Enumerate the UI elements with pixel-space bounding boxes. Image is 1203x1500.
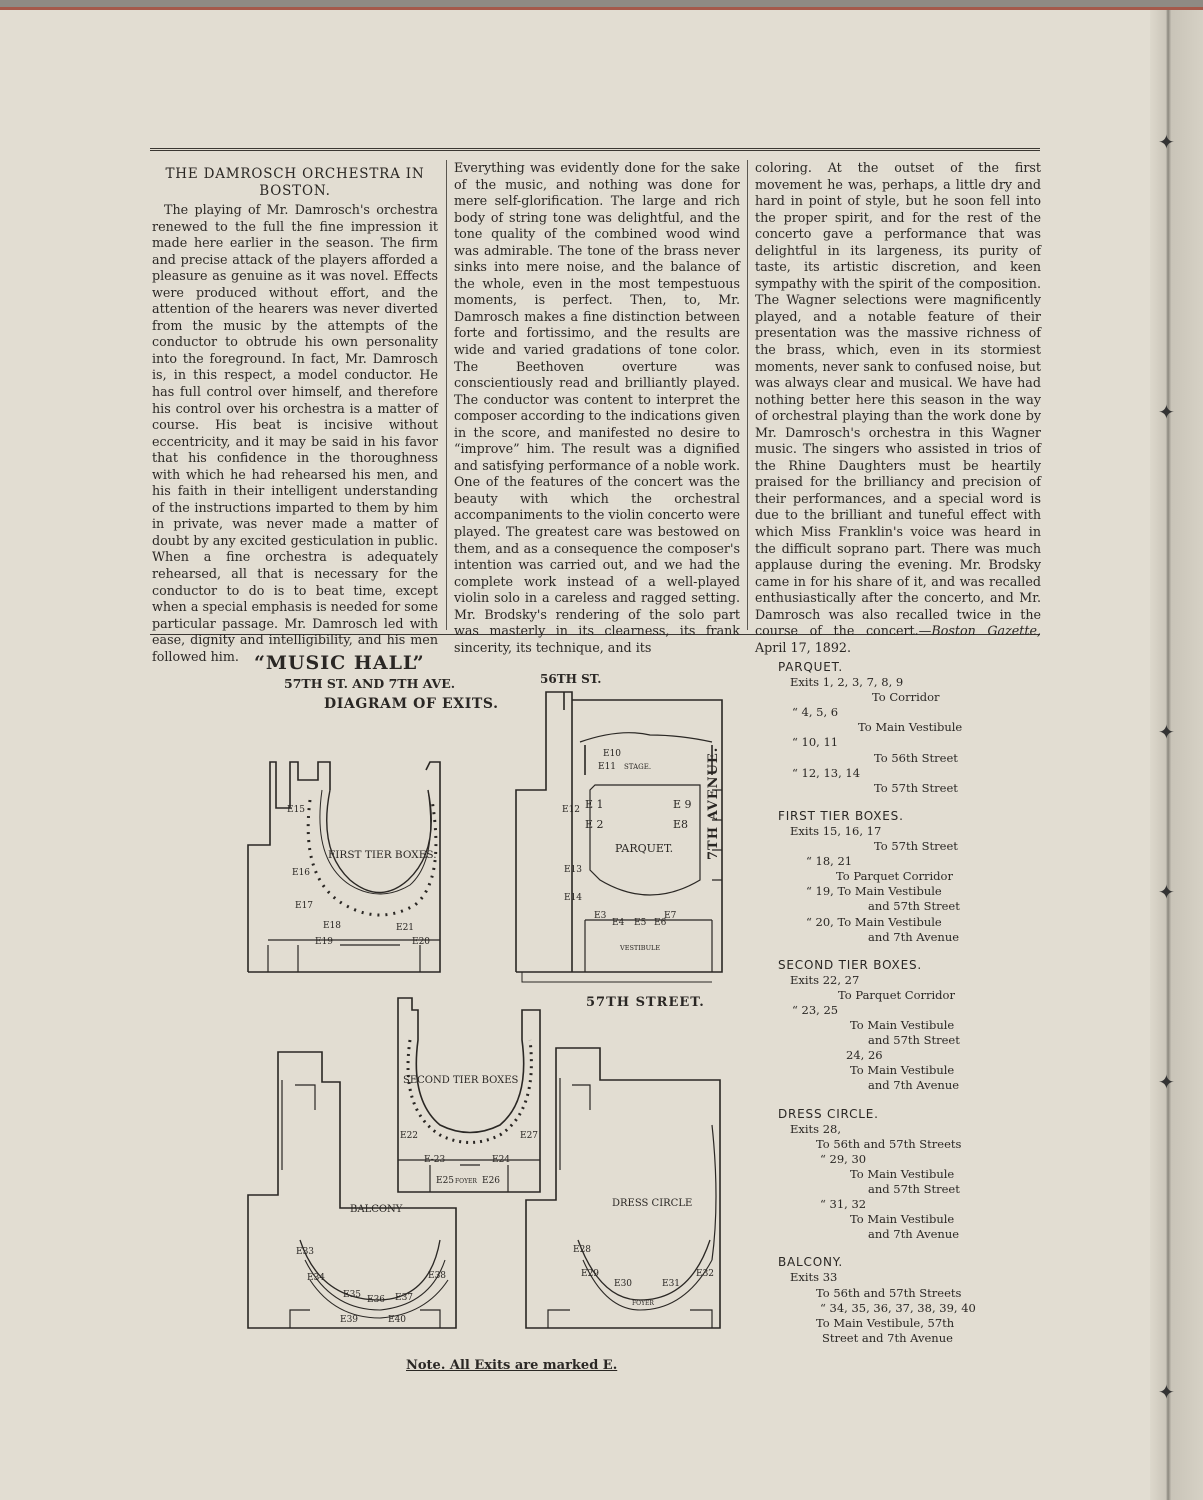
exit-label: E5 — [634, 918, 647, 928]
exit-label: E 2 — [585, 818, 604, 831]
avenue-label: 7TH AVENUE. — [706, 746, 721, 860]
exit-label: E37 — [395, 1293, 414, 1303]
street-57-label: 57TH STREET. — [586, 995, 705, 1010]
exits-section-title: BALCONY. — [778, 1255, 844, 1270]
exit-label: E17 — [295, 901, 314, 911]
article-column-1 — [152, 158, 438, 665]
exit-label: E21 — [396, 923, 415, 933]
exit-label: E22 — [400, 1131, 419, 1141]
page-top-edge — [0, 0, 1203, 10]
dress-circle-label: DRESS CIRCLE — [612, 1198, 693, 1209]
exit-label: E25 — [436, 1176, 455, 1186]
diagram-title: “MUSIC HALL” — [254, 652, 425, 674]
exit-label: E29 — [581, 1269, 600, 1279]
article-column-2 — [454, 160, 740, 656]
exits-line: and 7th Avenue — [868, 1227, 960, 1242]
exits-line: and 7th Avenue — [868, 1078, 960, 1093]
street-56-label: 56TH ST. — [540, 672, 602, 686]
exits-line: Street and 7th Avenue — [822, 1330, 953, 1345]
exits-line: Exits 1, 2, 3, 7, 8, 9 — [790, 675, 904, 690]
exits-line: To Main Vestibule — [858, 720, 963, 735]
exits-list — [770, 660, 976, 1346]
second-tier-plan — [398, 998, 540, 1192]
exits-section-title: SECOND TIER BOXES. — [778, 957, 922, 972]
foyer-label: FOYER — [632, 1300, 654, 1307]
binding-stitch: ✦ — [1158, 880, 1175, 904]
exit-label: E16 — [292, 868, 311, 878]
exit-label: E11 — [598, 762, 617, 772]
exit-label: E34 — [307, 1273, 326, 1283]
stage-label: STAGE. — [624, 763, 652, 771]
exit-label: E18 — [323, 921, 342, 931]
diagram-heading: DIAGRAM OF EXITS. — [324, 696, 499, 712]
binding-stitch: ✦ — [1158, 400, 1175, 424]
exit-label: E24 — [492, 1155, 511, 1165]
exits-line: “ 12, 13, 14 — [792, 765, 861, 780]
article-title: THE DAMROSCH ORCHESTRA IN BOSTON. — [165, 166, 425, 199]
exit-label: E6 — [654, 918, 667, 928]
parquet-label: PARQUET. — [615, 842, 674, 855]
exits-line: “ 20, To Main Vestibule — [806, 914, 942, 929]
exits-line: To Main Vestibule — [850, 1212, 955, 1227]
exits-line: To Parquet Corridor — [836, 869, 953, 884]
column-rule — [747, 160, 748, 630]
binding-stitch: ✦ — [1158, 1380, 1175, 1404]
foyer-label: FOYER — [455, 1178, 477, 1185]
exit-label: E10 — [603, 749, 622, 759]
parquet-plan — [516, 692, 722, 982]
binding-stitch: ✦ — [1158, 720, 1175, 744]
exit-label: E31 — [662, 1279, 681, 1289]
top-rule — [150, 148, 1040, 153]
exits-line: To Main Vestibule — [850, 1166, 955, 1181]
exits-section-title: DRESS CIRCLE. — [778, 1106, 879, 1121]
exits-line: “ 34, 35, 36, 37, 38, 39, 40 — [820, 1300, 976, 1315]
exit-label: E30 — [614, 1279, 633, 1289]
exits-line: and 7th Avenue — [868, 929, 960, 944]
article-paragraph — [755, 160, 1041, 656]
exits-line: “ 23, 25 — [792, 1002, 839, 1017]
exits-line: To Main Vestibule — [850, 1018, 955, 1033]
diagram-subtitle: 57TH ST. AND 7TH AVE. — [284, 676, 456, 691]
exits-line: and 57th Street — [868, 1182, 960, 1196]
article-column-3 — [755, 160, 1041, 656]
exit-label: E40 — [388, 1315, 407, 1325]
balcony-label: BALCONY — [350, 1204, 403, 1215]
article-paragraph: Everything was evidently done for the sake of the music, and nothing was done for mere self-glorification. The large and rich body of string tone was delightful, and the tone quality of the combined wood wind was admirable. The tone of the brass never sinks into mere noise, and the balance of the whole, even in the most tempestuous moments, is perfect. Then, to, Mr. Damrosch makes a fine distinction between forte and fortissimo, and the results are wide and varied gradations of tone color. The Beethoven overture was conscientiously read and brilliantly played. The conductor was content to interpret the composer according to the indications given in the score, and manifested no desire to “improve” him. The result was a dignified and satisfying performance of a noble work. One of the features of the concert was the beauty with which the orchestral accompaniments to the violin concerto were played. The greatest care was bestowed on them, and as a consequence the composer's intention was carried out, and we had the complete work instead of a well-played violin solo in a careless and ragged setting. Mr. Brodsky's rendering of the solo part was masterly in its clearness, its frank sincerity, its technique, and its — [454, 160, 740, 655]
exit-label: E32 — [696, 1269, 715, 1279]
exit-label: E27 — [520, 1131, 539, 1141]
exit-label: E19 — [315, 937, 334, 947]
column-rule — [446, 160, 447, 630]
exits-line: To 57th Street — [874, 839, 958, 854]
exits-line: “ 19, To Main Vestibule — [806, 884, 942, 899]
article-text: coloring. At the outset of the first movement he was, perhaps, a little dry and hard in point of style, but he soon fell into the proper spirit, and for the rest of the concerto gave a performance that was delightful in its largeness, its purity of taste, its artistic discretion, and keen sympathy with the spirit of the composition. The Wagner selections were magnificently played, and a notable feature of their presentation was the massive richness of the brass, which, even in its stormiest moments, never sank to confused noise, but was always clear and musical. We have had nothing better here this season in the way of orchestral playing than the work done by Mr. Damrosch's orchestra in this Wagner music. The singers who assisted in trios of the Rhine Daughters must be heartily praised for the brilliancy and precision of their performances, and a special word is due to the brilliant and tuneful effect with which Miss Franklin's voice was heard in the difficult soprano part. There was much applause during the evening. Mr. Brodsky came in for his share of it, and was recalled enthusiastically after the concerto, and Mr. Damrosch was also recalled twice in the course of the concert.— — [755, 160, 1041, 639]
exit-label: E38 — [428, 1271, 447, 1281]
exit-label: E-23 — [424, 1155, 446, 1165]
exits-line: To Corridor — [872, 690, 940, 705]
exits-line: To 57th Street — [874, 780, 958, 795]
exit-label: E39 — [340, 1315, 359, 1325]
binding-fold — [1150, 10, 1203, 1500]
exit-label: E28 — [573, 1245, 592, 1255]
exit-label: E20 — [412, 937, 431, 947]
balcony-plan — [248, 1052, 456, 1328]
binding-stitch: ✦ — [1158, 130, 1175, 154]
exits-line: “ 10, 11 — [792, 735, 839, 750]
source-name: Boston Gazette, — [931, 623, 1041, 639]
exits-line: To Parquet Corridor — [838, 987, 955, 1002]
exits-line: Exits 22, 27 — [790, 972, 860, 987]
exits-line: 24, 26 — [846, 1048, 883, 1063]
exit-label: E 9 — [673, 798, 692, 811]
first-tier-label: FIRST TIER BOXES. — [328, 849, 437, 861]
exits-section-title: PARQUET. — [778, 660, 843, 674]
exits-line: To 56th Street — [874, 750, 958, 765]
exit-label: E14 — [564, 893, 583, 903]
exit-label: E4 — [612, 918, 625, 928]
vestibule-label: VESTIBULE — [620, 944, 661, 952]
exit-label: E12 — [562, 805, 581, 815]
second-tier-label: SECOND TIER BOXES — [403, 1075, 519, 1086]
exit-label: E8 — [673, 818, 689, 831]
exit-label: E36 — [367, 1295, 386, 1305]
exits-diagram — [240, 640, 760, 1390]
exits-line: “ 29, 30 — [820, 1151, 867, 1166]
exits-line: Exits 28, — [790, 1121, 842, 1136]
exit-label: E33 — [296, 1247, 315, 1257]
diagram-note: Note. All Exits are marked E. — [406, 1358, 618, 1373]
exit-label: E26 — [482, 1176, 501, 1186]
exits-line: “ 18, 21 — [806, 854, 853, 869]
exit-label: E15 — [287, 805, 306, 815]
exit-label: E 1 — [585, 798, 604, 811]
exits-line: and 57th Street — [868, 1033, 960, 1048]
exits-line: To Main Vestibule — [850, 1063, 955, 1078]
exit-label: E13 — [564, 865, 583, 875]
exits-line: Exits 33 — [790, 1270, 838, 1285]
exits-line: “ 4, 5, 6 — [792, 705, 839, 720]
exit-label: E35 — [343, 1290, 362, 1300]
exits-line: To 56th and 57th Streets — [816, 1136, 962, 1151]
article-paragraph: The playing of Mr. Damrosch's orchestra renewed to the full the fine impression it made here earlier in the season. The firm and precise attack of the players afforded a pleasure as genuine as it was novel. Effects were produced without effort, and the attention of the hearers was never diverted from the music by the attempts of the conductor to obtrude his own personality into the foreground. In fact, Mr. Damrosch is, in this respect, a model conductor. He has full control over himself, and therefore his control over his orchestra is a matter of course. His beat is incisive without eccentricity, and it may be said in his favor that his confidence in the thoroughness with which he had rehearsed his men, and his faith in their intelligent understanding of the instructions imparted to them by him in private, was never made a matter of doubt by any excited gesticulation in public. When a fine orchestra is adequately rehearsed, all that is necessary for the conductor to do is to beat time, except when a special emphasis is needed for some particular passage. Mr. Damrosch led with ease, dignity and intelligibility, and his men followed him. — [152, 202, 438, 664]
exit-label: E3 — [594, 911, 607, 921]
exits-line: Exits 15, 16, 17 — [790, 823, 882, 838]
exits-line: and 57th Street — [868, 899, 960, 914]
binding-stitch: ✦ — [1158, 1070, 1175, 1094]
exits-line: “ 31, 32 — [820, 1197, 867, 1212]
exits-line: To 56th and 57th Streets — [816, 1285, 962, 1300]
exits-section-title: FIRST TIER BOXES. — [778, 808, 904, 823]
exits-line: To Main Vestibule, 57th — [816, 1315, 955, 1330]
source-date: April 17, 1892. — [755, 639, 852, 655]
exit-label: E7 — [664, 911, 677, 921]
